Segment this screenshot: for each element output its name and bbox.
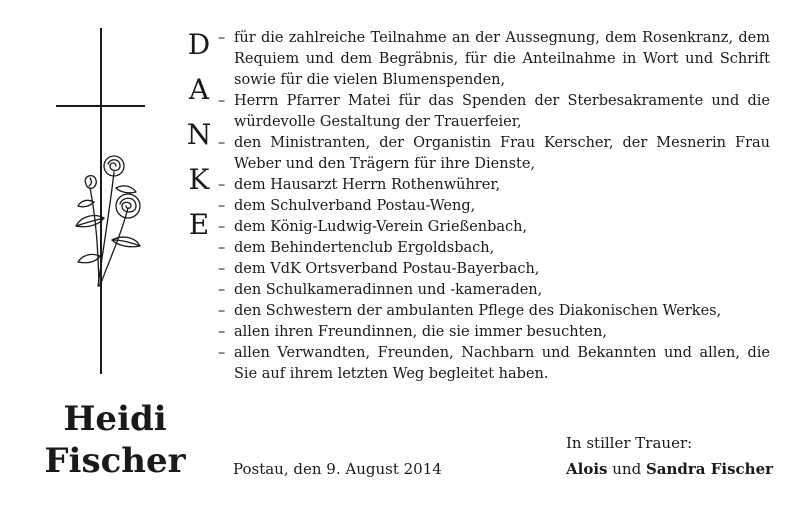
thanks-item: – den Schulkameradinnen und -kameraden,	[218, 280, 770, 301]
thanks-item: – dem König-Ludwig-Verein Grießenbach,	[218, 217, 770, 238]
thanks-item: – allen ihren Freundinnen, die sie immer besuchten,	[218, 322, 770, 343]
deceased-first-name: Heidi	[63, 399, 167, 439]
thanks-item: – dem Hausarzt Herrn Rothenwührer,	[218, 175, 770, 196]
roses-icon	[70, 148, 150, 288]
danke-vertical-heading	[184, 30, 214, 255]
danke-letter: A	[188, 73, 210, 106]
thanks-item: – Herrn Pfarrer Matei für das Spenden der Sterbesakramente und die würdevolle Gestaltung der Trauerfeier,	[218, 91, 770, 133]
thanks-item: – für die zahlreiche Teilnahme an der Aussegnung, dem Rosenkranz, dem Requiem und dem Begräbnis, für die Anteilnahme in Wort und Schrift sowie für die vielen Blumenspenden,	[218, 28, 770, 91]
signers	[566, 460, 773, 478]
deceased-last-name: Fischer	[44, 441, 186, 481]
danke-letter: E	[188, 208, 210, 241]
danke-letter: D	[187, 28, 211, 61]
mourning-label: In stiller Trauer:	[566, 434, 693, 452]
cross-horizontal-beam	[56, 105, 145, 107]
thanks-list	[218, 28, 770, 385]
thanks-item: – dem Behindertenclub Ergoldsbach,	[218, 238, 770, 259]
thanks-item: – den Ministranten, der Organistin Frau Kerscher, der Mesnerin Frau Weber und den Trägern für ihre Dienste,	[218, 133, 770, 175]
signer-connector: und	[607, 460, 646, 478]
place-and-date: Postau, den 9. August 2014	[233, 460, 442, 478]
thanks-item: – allen Verwandten, Freunden, Nachbarn und Bekannten und allen, die Sie auf ihrem letzten Weg begleitet haben.	[218, 343, 770, 385]
thanks-item: – dem VdK Ortsverband Postau-Bayerbach,	[218, 259, 770, 280]
thanks-item: – den Schwestern der ambulanten Pflege des Diakonischen Werkes,	[218, 301, 770, 322]
signer-second-name: Sandra Fischer	[645, 460, 774, 478]
danke-letter: N	[186, 118, 212, 151]
deceased-name	[30, 398, 200, 482]
signer-first-name: Alois	[566, 460, 608, 478]
thanks-item: – dem Schulverband Postau-Weng,	[218, 196, 770, 217]
danke-letter: K	[188, 163, 210, 196]
